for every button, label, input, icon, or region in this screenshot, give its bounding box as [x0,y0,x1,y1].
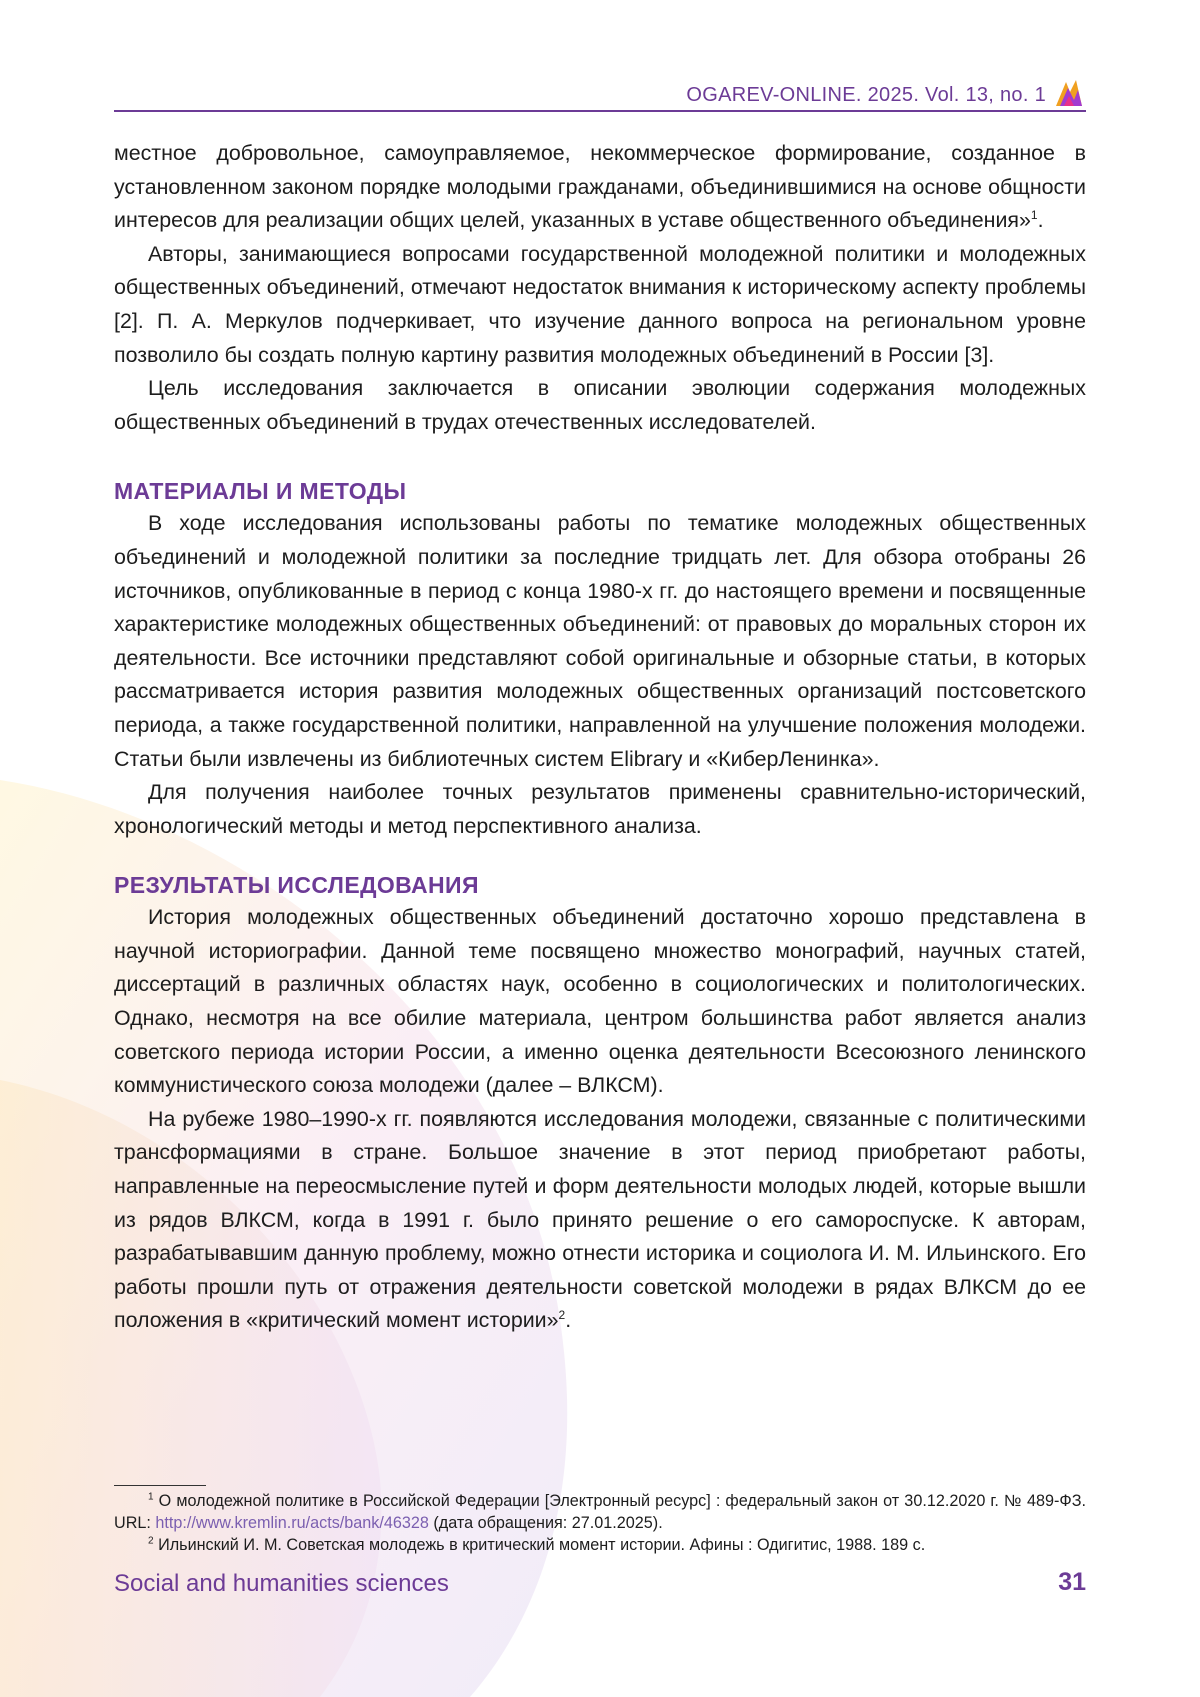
intro-paragraph-1: местное добровольное, самоуправляемое, некоммерческое формирование, созданное в установленном законом порядке молодыми гражданами, объединившимися на основе общности интересов для реализации общих целей, указанных в уставе общественного объединения»1. [114,137,1086,238]
page-number: 31 [1058,1568,1086,1597]
section-heading-materials: МАТЕРИАЛЫ И МЕТОДЫ [114,475,1086,507]
materials-paragraph-1: В ходе исследования использованы работы по тематике молодежных общественных объединений и молодежной политики за последние тридцать лет. Для обзора отобраны 26 источников, опубликованные в период с конца 1980-х гг. до настоящего времени и посвященные характеристике молодежных общественных объединений: от правовых до моральных сторон их деятельности. Все источники представляют собой оригинальные и обзорные статьи, в которых рассматривается история развития молодежных общественных организаций постсоветского периода, а также государственной политики, направленной на улучшение положения молодежи. Статьи были извлечены из библиотечных систем Elibrary и «КиберЛенинка». [114,507,1086,776]
footnote-2: 2 Ильинский И. М. Советская молодежь в критический момент истории. Афины : Одигитис, 1988. 189 с. [114,1534,1086,1556]
header-divider [114,110,1086,112]
journal-title: OGAREV-ONLINE. 2025. Vol. 13, no. 1 [686,84,1046,107]
results-paragraph-1: История молодежных общественных объединений достаточно хорошо представлена в научной историографии. Данной теме посвящено множество монографий, научных статей, диссертаций в различных областях наук, особенно в социологических и политологических. Однако, несмотря на все обилие материала, центром большинства работ является анализ советского периода истории России, а именно оценка деятельности Всесоюзного ленинского коммунистического союза молодежи (далее – ВЛКСМ). [114,901,1086,1103]
article-body [114,137,1086,1338]
section-heading-results: РЕЗУЛЬТАТЫ ИССЛЕДОВАНИЯ [114,869,1086,901]
footnote-1: 1 О молодежной политике в Российской Федерации [Электронный ресурс] : федеральный закон от 30.12.2020 г. № 489-ФЗ. URL: http://www.kremlin.ru/acts/bank/46328 (дата обращения: 27.01.2025). [114,1490,1086,1534]
footnote-divider [114,1485,206,1486]
page-header [114,82,1086,112]
footnote-link[interactable]: http://www.kremlin.ru/acts/bank/46328 [155,1514,429,1532]
journal-logo-icon [1052,76,1086,110]
materials-paragraph-2: Для получения наиболее точных результатов применены сравнительно-исторический, хронологический методы и метод перспективного анализа. [114,776,1086,843]
footnote-ref-1[interactable]: 1 [1031,208,1038,222]
results-paragraph-2: На рубеже 1980–1990-х гг. появляются исследования молодежи, связанные с политическими трансформациями в стране. Большое значение в этот период приобретают работы, направленные на переосмысление путей и форм деятельности молодых людей, которые вышли из рядов ВЛКСМ, когда в 1991 г. было принято решение о его самороспуске. К авторам, разрабатывавшим данную проблему, можно отнести историка и социолога И. М. Ильинского. Его работы прошли путь от отражения деятельности советской молодежи в рядах ВЛКСМ до ее положения в «критический момент истории»2. [114,1103,1086,1338]
footnote-ref-2[interactable]: 2 [559,1308,566,1322]
intro-paragraph-3: Цель исследования заключается в описании эволюции содержания молодежных общественных объединений в трудах отечественных исследователей. [114,372,1086,439]
intro-paragraph-2: Авторы, занимающиеся вопросами государственной молодежной политики и молодежных общественных объединений, отмечают недостаток внимания к историческому аспекту проблемы [2]. П. А. Меркулов подчеркивает, что изучение данного вопроса на региональном уровне позволило бы создать полную картину развития молодежных объединений в России [3]. [114,238,1086,372]
footnotes [114,1490,1086,1556]
footer-section-name: Social and humanities sciences [114,1570,449,1598]
